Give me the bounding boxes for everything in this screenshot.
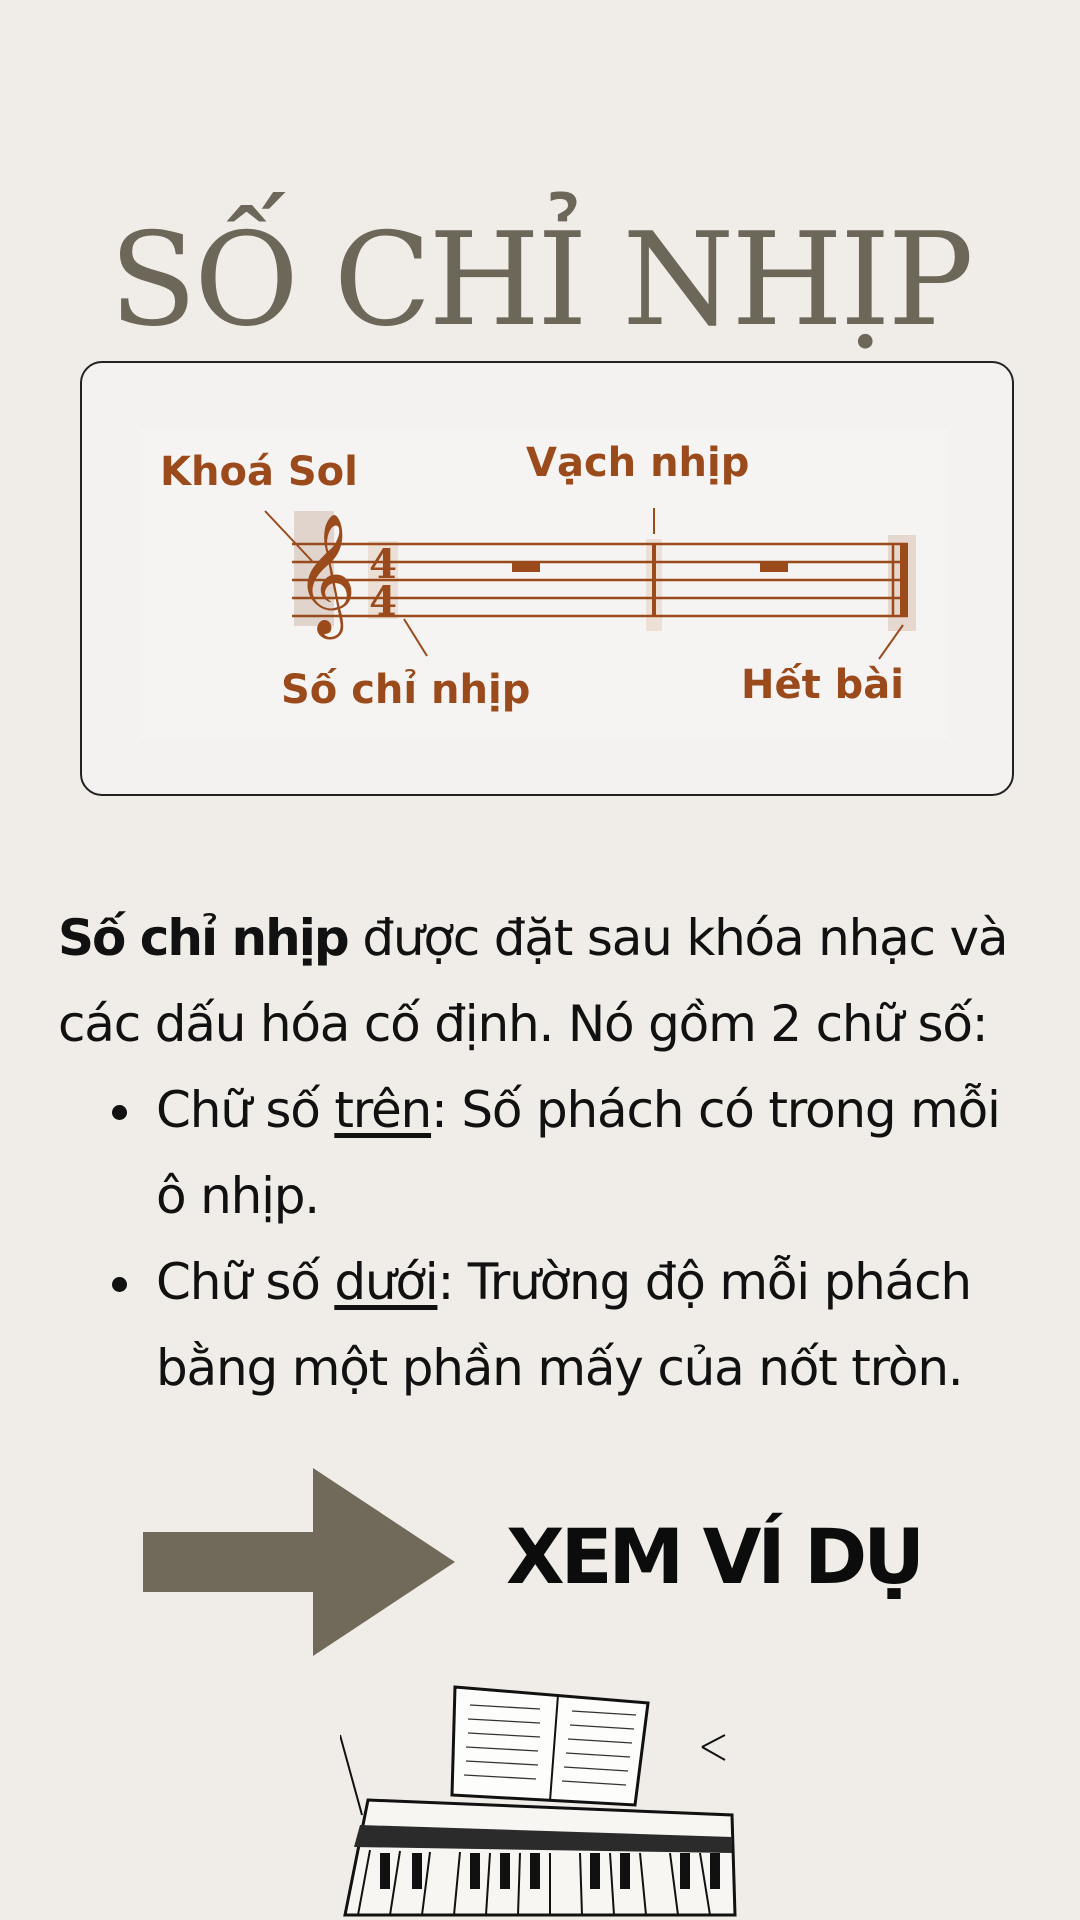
bullet-text: : Trường độ mỗi phách bằng một phần mấy của nốt tròn. <box>156 1253 971 1397</box>
bullet-underlined: trên <box>334 1081 432 1139</box>
bullet-prefix: Chữ số <box>156 1253 335 1311</box>
see-example-link[interactable]: XEM VÍ DỤ <box>506 1512 921 1601</box>
page-title: SỐ CHỈ NHỊP <box>109 205 971 355</box>
bullet-prefix: Chữ số <box>156 1081 335 1139</box>
bullet-dot-icon <box>112 1105 127 1120</box>
time-signature-bottom: 4 <box>369 578 397 625</box>
list-item <box>58 1239 1038 1411</box>
intro-text: được đặt sau khóa nhạc và các dấu hóa cố định. Nó gồm 2 chữ số: <box>58 909 1008 1053</box>
bullet-text: : Số phách có trong mỗi ô nhịp. <box>156 1081 1000 1225</box>
bullet-list <box>58 1067 1038 1411</box>
bold-term: Số chỉ nhịp <box>58 909 348 967</box>
whole-rest-icon <box>760 562 788 572</box>
label-barline: Vạch nhịp <box>526 440 750 486</box>
music-staff-diagram <box>80 361 1014 796</box>
bullet-dot-icon <box>112 1277 127 1292</box>
staff-svg <box>82 363 1016 798</box>
treble-clef-icon: 𝄞 <box>295 512 357 634</box>
piano-illustration <box>340 1675 740 1920</box>
label-end: Hết bài <box>741 662 904 708</box>
list-item <box>58 1067 1038 1239</box>
time-signature-top: 4 <box>369 541 397 588</box>
intro-paragraph <box>58 895 1028 1067</box>
whole-rest-icon <box>512 562 540 572</box>
label-treble-clef: Khoá Sol <box>160 449 358 495</box>
arrow-right-icon <box>143 1468 455 1656</box>
label-time-signature: Số chỉ nhịp <box>281 667 531 713</box>
bullet-underlined: dưới <box>334 1253 438 1311</box>
